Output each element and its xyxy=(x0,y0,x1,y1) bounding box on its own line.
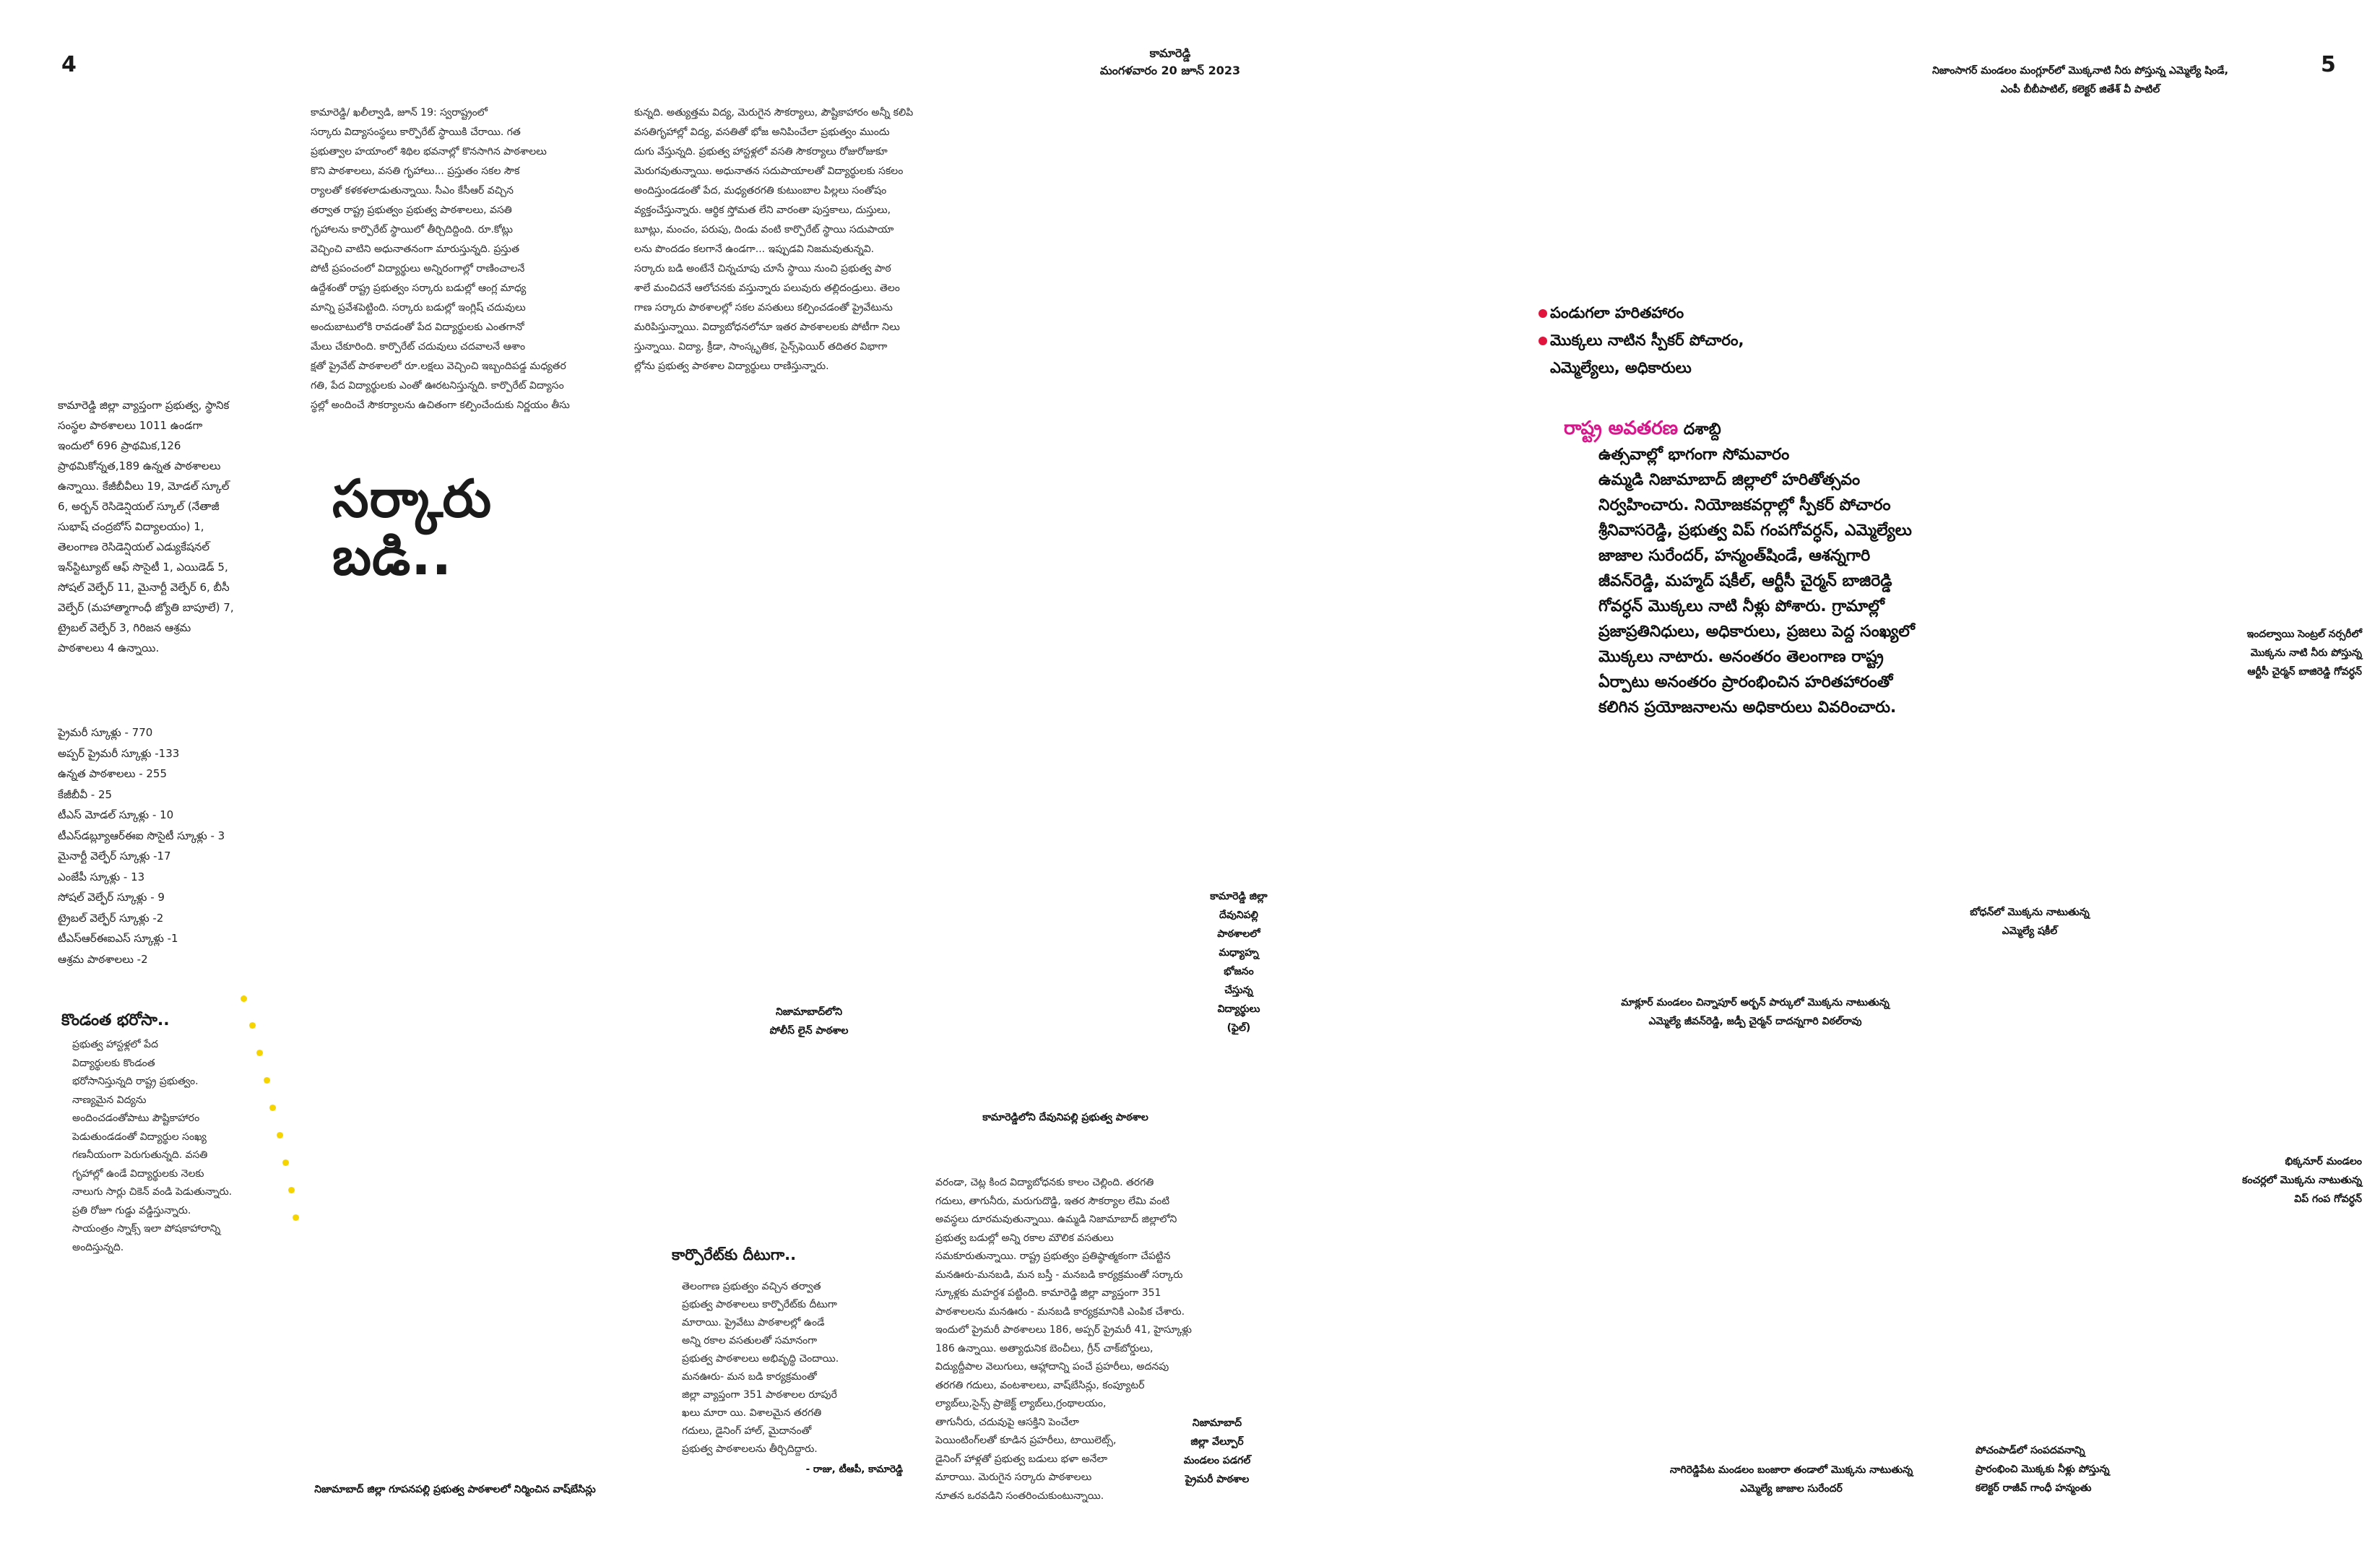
caption-line: విప్ గంప గోవర్ధన్ xyxy=(2294,1193,2362,1205)
caption-line: (ఫైల్) xyxy=(1226,1022,1251,1034)
caption-line: బోధన్‌లో మొక్కను నాటుతున్న xyxy=(1970,907,2090,918)
caption-line: నాగిరెడ్డిపేట మండలం బంజారా తండాలో మొక్కను నాటుతున్న xyxy=(1669,1464,1913,1476)
text-line: గృహాల్లో ఉండే విద్యార్థులకు నెలకు xyxy=(72,1167,204,1180)
text-line: మేలు చేకూరింది. కార్పొరేట్ చదువులు చదవాలనే ఆశాం xyxy=(311,341,526,353)
bullet-text: మొక్కలు నాటిన స్పీకర్ పోచారం, xyxy=(1550,332,1744,349)
text-line: ప్రైమరీ స్కూళ్లు - 770 xyxy=(58,726,153,739)
text-line: స్తున్నాయి. విద్యా, క్రీడా, సాంస్కృతిక, సైన్స్‌ఫెయిర్ తదితర విభాగా xyxy=(634,341,888,353)
text-line: మాన్ని ప్రవేశపెట్టింది. సర్కారు బడుల్లో ఇంగ్లిష్ చదువులు xyxy=(311,302,526,314)
caption-line: మాక్లూర్ మండలం చిన్నాపూర్ అర్బన్ పార్కులో మొక్కను నాటుతున్న xyxy=(1621,997,1890,1008)
caption-line: ఆర్టీసీ చైర్మన్ బాజిరెడ్డి గోవర్ధన్ xyxy=(2247,666,2362,678)
text-line: మరిపిస్తున్నాయి. విద్యాబోధనలోనూ ఇతర పాఠశాలలకు పోటీగా నిలు xyxy=(634,321,900,333)
text-line: విద్యార్థులకు కొండంత xyxy=(72,1057,155,1069)
bullet-dot-icon xyxy=(1539,309,1547,318)
text-line: గదులు, తాగునీరు, మరుగుదొడ్డి, ఇతర సౌకర్యాల లేమి వంటి xyxy=(935,1195,1170,1207)
text-line: వెల్ఫేర్ (మహాత్మాగాంధీ జ్యోతి బాపూలే) 7, xyxy=(58,601,234,614)
text-line: ప్రతి రోజూ గుడ్డు వడ్డిస్తున్నారు. xyxy=(72,1204,191,1216)
caption-devunipalli-meal xyxy=(1185,887,1293,1037)
text-line: తెలంగాణ ప్రభుత్వం వచ్చిన తర్వాత xyxy=(682,1281,821,1292)
text-line: శాలే మంచిదనే ఆలోచనకు వస్తున్నారు పలువురు తల్లిదండ్రులు. తెలం xyxy=(634,282,900,294)
text-line: సర్కారు బడి అంటేనే చిన్నచూపు చూసే స్థాయి నుంచి ప్రభుత్వ పాఠ xyxy=(634,263,891,275)
story-line: దశాబ్ది xyxy=(1683,420,1721,438)
text-line: నూతన ఒరవడిని సంతరించుకుంటున్నాయి. xyxy=(935,1490,1104,1502)
text-line: అందిస్తుండడంతో పేద, మధ్యతరగతి కుటుంబాల పిల్లలు సంతోషం xyxy=(634,185,887,196)
caption-indalwai xyxy=(2167,625,2362,681)
text-line: మనఊరు-మనబడి, మన బస్తీ - మనబడి కార్యక్రమంతో సర్కారు xyxy=(935,1268,1183,1281)
caption-primary-school xyxy=(1156,1414,1278,1489)
text-line: ట్రైబల్ వెల్ఫేర్ 3, గిరిజన ఆశ్రమ xyxy=(58,621,191,634)
text-line: కున్నది. అత్యుత్తమ విద్య, మెరుగైన సౌకర్యాలు, పౌష్టికాహారం అన్నీ కలిపి xyxy=(634,107,914,118)
text-line: ప్రభుత్వాల హయాంలో శిథిల భవనాల్లో కొనసాగిన పాఠశాలలు xyxy=(311,146,547,157)
caption-line: నిజాంసాగర్ మండలం మంగ్లూర్‌లో మొక్కనాటి నీరు పోస్తున్న ఎమ్మెల్యే షిండే, xyxy=(1932,65,2228,77)
text-line: ప్రాథమికోన్నత,189 ఉన్నత పాఠశాలలు xyxy=(58,459,221,472)
text-line: కామారెడ్డి జిల్లా వ్యాప్తంగా ప్రభుత్వ, స్థానిక xyxy=(58,399,230,412)
headline-line-2: బడి.. xyxy=(332,526,452,587)
story-line: కలిగిన ప్రయోజనాలను అధికారులు వివరించారు. xyxy=(1598,699,1897,717)
caption-line: కామారెడ్డి జిల్లా xyxy=(1210,891,1268,902)
caption-devunipalli-school: కామారెడ్డిలోని దేవునిపల్లి ప్రభుత్వ పాఠశాల xyxy=(982,1112,1148,1123)
text-line: ఉద్దేశంతో రాష్ట్ర ప్రభుత్వం సర్కారు బడుల్లో ఆంగ్ల మాధ్య xyxy=(311,282,527,294)
caption-line: నిజామాబాద్‌లోని xyxy=(775,1006,843,1018)
right-page-number: 5 xyxy=(2321,52,2336,77)
caption-bhiknoor xyxy=(2181,1152,2362,1209)
text-line: సమకూరుతున్నాయి. రాష్ట్ర ప్రభుత్వం ప్రతిష్ఠాత్మకంగా చేపట్టిన xyxy=(935,1250,1171,1262)
text-line: ప్రభుత్వ పాఠశాలలను తీర్చిదిద్దారు. xyxy=(682,1443,818,1455)
story-line: ఉత్సవాల్లో భాగంగా సోమవారం xyxy=(1598,446,1790,464)
text-line: ఉన్నత పాఠశాలలు - 255 xyxy=(58,767,168,780)
edition-name: కామారెడ్డి xyxy=(1149,46,1191,60)
stats-list xyxy=(58,722,303,969)
caption-line: పాఠశాలలో xyxy=(1217,928,1260,940)
intro-column-2 xyxy=(634,103,938,376)
story-line: నిర్వహించారు. నియోజకవర్గాల్లో స్పీకర్ పోచారం xyxy=(1598,496,1891,514)
story-body xyxy=(1564,442,1997,720)
masthead xyxy=(1047,45,1293,79)
text-line: వెచ్చించి వాటిని అధునాతనంగా మారుస్తున్నది. ప్రస్తుత xyxy=(311,243,519,255)
caption-line: ఎమ్మెల్యే షకీల్ xyxy=(2002,925,2058,937)
story-kicker: రాష్ట్ర అవతరణ xyxy=(1564,418,1679,439)
text-line: డైనింగ్ హాళ్లతో ప్రభుత్వ బడులు భళా అనేలా xyxy=(935,1453,1108,1465)
intro-text-2 xyxy=(634,103,938,376)
text-line: సాయంత్రం స్నాక్స్ ఇలా పోషకాహారాన్ని xyxy=(72,1223,221,1235)
caption-bodhan xyxy=(1914,903,2145,941)
text-line: కేజీబీవీ - 25 xyxy=(58,787,113,801)
text-line: ఇందులో ప్రైమరీ పాఠశాలలు 186, అప్పర్ ప్రైమరీ 41, హైస్కూళ్లు xyxy=(935,1324,1192,1336)
text-line: స్కూళ్లకు మహర్దశ పట్టింది. కామారెడ్డి జిల్లా వ్యాప్తంగా 351 xyxy=(935,1287,1161,1299)
issue-date: మంగళవారం 20 జూన్ 2023 xyxy=(1099,64,1241,77)
story-line: మొక్కలు నాటారు. అనంతరం తెలంగాణ రాష్ట్ర xyxy=(1598,648,1884,666)
caption-line: ఎంపీ బీబీపాటిల్, కలెక్టర్ జితేశ్ వీ పాటిల్ xyxy=(2000,84,2160,95)
decorative-dots xyxy=(235,990,321,1235)
text-line: అందించడంతోపాటు పౌష్టికాహారం xyxy=(72,1112,200,1124)
text-line: మైనార్టీ వెల్ఫేర్ స్కూళ్లు -17 xyxy=(58,850,171,863)
stats-intro xyxy=(58,395,289,658)
stats-intro-text xyxy=(58,395,289,658)
caption-line: ఎమ్మెల్యే జాజాల సురేందర్ xyxy=(1740,1483,1843,1495)
text-line: పెడుతుండడంతో విద్యార్థుల సంఖ్య xyxy=(72,1131,207,1143)
corporate-box xyxy=(672,1246,903,1479)
text-line: గతి, పేద విద్యార్థులకు ఎంతో ఊరటనిస్తున్నది. కార్పొరేట్ విద్యాసం xyxy=(311,380,564,392)
text-line: అందుబాటులోకి రావడంతో పేద విద్యార్థులకు ఎంతగానో xyxy=(311,321,524,333)
text-line: మనఊరు- మన బడి కార్యక్రమంతో xyxy=(682,1371,817,1383)
text-line: దుగు వేస్తున్నది. ప్రభుత్వ హాస్టళ్లలో వసతి సౌకర్యాలు రోజురోజుకూ xyxy=(634,146,888,157)
page-headline xyxy=(332,470,492,585)
text-line: అందిస్తున్నది. xyxy=(72,1241,124,1253)
bullet-list xyxy=(1539,299,1744,381)
text-line: అవస్థలు దూరమవుతున్నాయి. ఉమ్మడి నిజామాబాద్ జిల్లాలోని xyxy=(935,1214,1177,1225)
text-line: ల్యాబ్‌లు,సైన్స్ ప్రాజెక్ట్ ల్యాబ్‌లు,గ్రంథాలయం, xyxy=(935,1398,1107,1409)
left-page-number: 4 xyxy=(61,52,77,77)
caption-line: మధ్యాహ్న xyxy=(1219,947,1259,959)
text-line: మారాయి. ప్రైవేటు పాఠశాలల్లో ఉండే xyxy=(682,1317,825,1328)
text-line: స్థల్లో అందించే సౌకర్యాలను ఉచితంగా కల్పించేందుకు నిర్ణయం తీసు xyxy=(311,399,570,411)
text-line: పెయింటింగ్‌లతో కూడిన ప్రహరీలు, టాయిలెట్స్, xyxy=(935,1435,1117,1446)
text-line: తరగతి గదులు, వంటశాలలు, వాష్‌బేసిన్లు, కంప్యూటర్ xyxy=(935,1379,1145,1391)
story-first-line xyxy=(1564,416,1997,442)
caption-police-line xyxy=(730,1003,888,1040)
text-line: గదులు, డైనింగ్ హాల్, మైదానంతో xyxy=(682,1425,812,1437)
text-line: వరండా, చెట్ల కింద విద్యాబోధనకు కాలం చెల్లింది. తరగతి xyxy=(935,1177,1154,1188)
caption-line: నిజామాబాద్ xyxy=(1192,1417,1242,1429)
text-line: నాణ్యమైన విద్యను xyxy=(72,1094,147,1106)
text-line: ప్రభుత్వ పాఠశాలలు అభివృద్ధి చెందాయి. xyxy=(682,1353,839,1365)
text-line: ఖలు మారా యి. విశాలమైన తరగతి xyxy=(682,1407,822,1419)
caption-line: మండలం పడగల్ xyxy=(1183,1455,1251,1466)
text-line: క్షతో ప్రైవేట్ పాఠశాలలో రూ.లక్షలు వెచ్చించి ఇబ్బందిపడ్డ మధ్యతర xyxy=(311,360,566,372)
story-line: ఉమ్మడి నిజామాబాద్ జిల్లాలో హరితోత్సవం xyxy=(1598,471,1861,489)
text-line: వసతిగృహాల్లో విద్య, వసతితో భోజ అనిపించేలా ప్రభుత్వం ముందు xyxy=(634,126,890,138)
text-line: ఎంజేపీ స్కూళ్లు - 13 xyxy=(58,870,145,883)
caption-line: మొక్కను నాటి నీరు పోస్తున్న xyxy=(2250,647,2362,659)
text-line: వ్యక్తంచేస్తున్నారు. ఆర్థిక స్తోమత లేని వారంతా పుస్తకాలు, దుస్తులు, xyxy=(634,204,891,216)
text-line: ట్రైబల్ వెల్ఫేర్ స్కూళ్లు -2 xyxy=(58,911,164,925)
text-line: 6, అర్బన్ రెసిడెన్షియల్ స్కూల్ (నేతాజీ xyxy=(58,500,220,513)
sidebar-title: కొండంత భరోసా.. xyxy=(61,1011,170,1029)
intro-text-1 xyxy=(311,103,621,415)
text-line: ల్లోను ప్రభుత్వ పాఠశాల విద్యార్థులు రాణిస్తున్నారు. xyxy=(634,360,829,372)
text-line: గృహాలను కార్పొరేట్ స్థాయిలో తీర్చిదిద్దింది. రూ.కోట్లు xyxy=(311,224,513,235)
text-line: జిల్లా వ్యాప్తంగా 351 పాఠశాలల రూపురే xyxy=(682,1389,837,1401)
caption-line: పోచంపాడ్‌లో సంపదవనాన్ని xyxy=(1976,1445,2085,1456)
text-line: కొని పాఠశాలలు, వసతి గృహాలు... ప్రస్తుతం సకల సౌక xyxy=(311,165,520,177)
caption-line: విద్యార్థులు xyxy=(1217,1003,1260,1015)
text-line: విద్యుద్దీపాల వెలుగులు, ఆహ్లాదాన్ని పంచే ప్రహరీలు, అదనపు xyxy=(935,1361,1169,1373)
text-line: ఇందులో 696 ప్రాథమిక,126 xyxy=(58,439,181,452)
text-line: ప్రభుత్వ బడుల్లో అన్ని రకాల మౌలిక వసతులు xyxy=(935,1232,1114,1244)
story-line: ఏర్పాటు అనంతరం ప్రారంభించిన హరితహారంతో xyxy=(1598,673,1893,691)
text-line: కామారెడ్డి/ ఖలీల్వాడి, జూన్ 19: స్వరాష్ట్రంలో xyxy=(311,107,488,118)
text-line: సర్కారు విద్యాసంస్థలు కార్పొరేట్ స్థాయికి చేరాయి. గత xyxy=(311,126,521,138)
caption-line: పోలీస్ లైన్ పాఠశాల xyxy=(769,1025,849,1037)
text-line: సోషల్ వెల్ఫేర్ స్కూళ్లు - 9 xyxy=(58,891,165,904)
bullet-text: ఎమ్మెల్యేలు, అధికారులు xyxy=(1550,359,1692,376)
corporate-title: కార్పొరేట్‌కు దీటుగా.. xyxy=(672,1246,797,1263)
caption-pocharam xyxy=(1976,1441,2207,1497)
caption-line: ప్రారంభించి మొక్కకు నీళ్లు పోస్తున్న xyxy=(1976,1464,2110,1475)
text-line: భరోసానిస్తున్నది రాష్ట్ర ప్రభుత్వం. xyxy=(72,1076,199,1087)
caption-line: చేస్తున్న xyxy=(1224,985,1253,996)
text-line: అన్ని రకాల వసతులతో సమానంగా xyxy=(682,1335,818,1347)
text-line: ప్రభుత్వ హాస్టళ్లలో పేద xyxy=(72,1039,158,1050)
caption-line: ఇందల్వాయి సెంట్రల్ నర్సరీలో xyxy=(2246,628,2362,640)
stats-list-items xyxy=(58,722,303,969)
story-line: జాజాల సురేందర్, హన్మంత్‌షిండే, ఆశన్నగారి xyxy=(1598,547,1871,565)
text-line: అప్పర్ ప్రైమరీ స్కూళ్లు -133 xyxy=(58,746,180,760)
text-line: ఆశ్రమ పాఠశాలలు -2 xyxy=(58,952,148,966)
text-line: గాణ సర్కారు పాఠశాలల్లో సకల వసతులు కల్పించడంతో ప్రైవేటును xyxy=(634,302,893,314)
main-story xyxy=(1564,416,1997,720)
text-line: టీఎస్ మోడల్ స్కూళ్లు - 10 xyxy=(58,808,174,821)
text-line: మారాయి. మెరుగైన సర్కారు పాఠశాలలు xyxy=(935,1471,1092,1483)
caption-line: జిల్లా వేల్పూర్ xyxy=(1190,1436,1244,1448)
text-line: తాగునీరు, చదువుపై ఆసక్తిని పెంచేలా xyxy=(935,1416,1079,1428)
caption-washbasin: నిజామాబాద్ జిల్లా గూపనపల్లి ప్రభుత్వ పాఠశాలలో నిర్మించిన వాష్‌బేసిన్లు xyxy=(314,1484,596,1495)
text-line: బూట్లు, మంచం, పరుపు, దిండు వంటి కార్పొరేట్ స్థాయి సదుపాయా xyxy=(634,224,894,235)
text-line: తర్వాత రాష్ట్ర ప్రభుత్వం ప్రభుత్వ పాఠశాలలు, వసతి xyxy=(311,204,512,216)
text-line: లను పొందడం కలగానే ఉండగా... ఇప్పుడవి నిజమవుతున్నవి. xyxy=(634,243,875,255)
caption-top xyxy=(1878,61,2282,99)
text-line: తెలంగాణ రెసిడెన్షియల్ ఎడ్యుకేషనల్ xyxy=(58,540,209,553)
text-line: 186 ఉన్నాయి. అత్యాధునిక బెంచీలు, గ్రీన్ చాక్‌బోర్డులు, xyxy=(935,1342,1154,1354)
text-line: ఇన్‌స్టిట్యూట్ ఆఫ్ సొసైటీ 1, ఎయిడెడ్ 5, xyxy=(58,561,228,574)
caption-line: ప్రైమరీ పాఠశాల xyxy=(1185,1474,1250,1485)
story-line: గోవర్ధన్ మొక్కలు నాటి నీళ్లు పోశారు. గ్రామాల్లో xyxy=(1598,597,1884,615)
story-line: ప్రజాప్రతినిధులు, అధికారులు, ప్రజలు పెద్ద సంఖ్యలో xyxy=(1598,623,1915,641)
story-line: శ్రీనివాసరెడ్డి, ప్రభుత్వ విప్ గంపగోవర్ధన్, ఎమ్మెల్యేలు xyxy=(1598,522,1912,540)
bullet-item xyxy=(1539,299,1744,327)
bullet-item xyxy=(1539,354,1744,381)
text-line: నాలుగు సార్లు చికెన్ వండి పెడుతున్నారు. xyxy=(72,1186,233,1198)
bullet-item xyxy=(1539,327,1744,354)
text-line: సోషల్ వెల్ఫేర్ 11, మైనార్టీ వెల్ఫేర్ 6, బీసీ xyxy=(58,581,230,594)
bullet-text: పండుగలా హరితహారం xyxy=(1550,304,1684,321)
caption-line: భిక్కనూర్ మండలం xyxy=(2285,1156,2362,1167)
text-line: గణనీయంగా పెరుగుతున్నది. వసతి xyxy=(72,1149,208,1161)
bullet-dot-icon xyxy=(1539,337,1547,345)
text-line: టీఎస్‌డబ్ల్యూఆర్‌ఈఐ సొసైటీ స్కూళ్లు - 3 xyxy=(58,829,225,842)
text-line: సంస్థల పాఠశాలలు 1011 ఉండగా xyxy=(58,419,203,432)
text-line: మెరుగవుతున్నాయి. అధునాతన సదుపాయాలతో విద్యార్థులకు సకలం xyxy=(634,165,904,177)
text-line: పాఠశాలలను మనఊరు - మనబడి కార్యక్రమానికి ఎంపిక చేశారు. xyxy=(935,1305,1185,1318)
caption-line: దేవునిపల్లి xyxy=(1219,909,1258,921)
caption-line: కలెక్టర్ రాజీవ్ గాంధీ హన్మంతు xyxy=(1976,1482,2092,1494)
text-line: ర్యాలతో కళకళలాడుతున్నాయి. సీఎం కేసీఆర్ వచ్చిన xyxy=(311,185,514,196)
caption-makloor xyxy=(1553,993,1957,1031)
caption-nagireddypet xyxy=(1611,1461,1972,1498)
corporate-byline: - రాజు, టీఆపీ, కామారెడ్డి xyxy=(805,1464,903,1475)
text-line: పోటీ ప్రపంచంలో విద్యార్థులు అన్నిరంగాల్లో రాణించాలనే xyxy=(311,263,525,275)
intro-column-1 xyxy=(311,103,621,415)
caption-line: భోజనం xyxy=(1224,966,1254,977)
caption-line: కంచర్లలో మొక్కను నాటుతున్న xyxy=(2242,1175,2362,1186)
caption-line: ఎమ్మెల్యే జీవన్‌రెడ్డి, జడ్పీ చైర్మన్ దాదన్నగారి విఠల్‌రావు xyxy=(1648,1016,1862,1027)
text-line: ప్రభుత్వ పాఠశాలలు కార్పొరేట్‌కు దీటుగా xyxy=(682,1299,837,1310)
text-line: సుభాష్ చంద్రబోస్ విద్యాలయం) 1, xyxy=(58,520,204,533)
corporate-text xyxy=(672,1278,903,1458)
text-line: పాఠశాలలు 4 ఉన్నాయి. xyxy=(58,641,160,654)
text-line: టీఎస్‌ఆర్‌ఈఐఎస్ స్కూళ్లు -1 xyxy=(58,932,178,945)
text-line: ఉన్నాయి. కేజీబీవీలు 19, మోడల్ స్కూల్ xyxy=(58,480,230,493)
headline-line-1: సర్కారు xyxy=(332,468,493,529)
story-line: జీవన్‌రెడ్డి, మహ్మద్ షకీల్, ఆర్టీసీ చైర్మన్ బాజిరెడ్డి xyxy=(1598,572,1892,590)
